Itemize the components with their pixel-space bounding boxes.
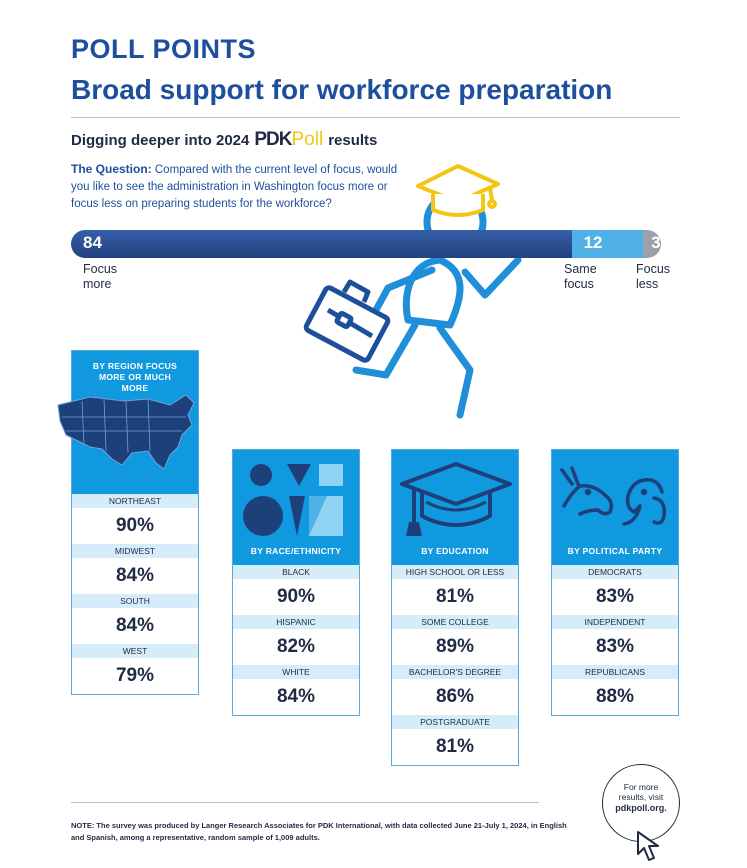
- education-value-0: 81%: [435, 586, 475, 607]
- more-text-line2: results, visit: [618, 792, 664, 802]
- region-label-1: MIDWEST: [72, 544, 198, 558]
- race-value-0: 90%: [276, 586, 316, 607]
- bar-segment-focus-more: [71, 230, 572, 258]
- donkey-elephant-icon: [558, 462, 674, 538]
- question-label: The Question:: [71, 162, 152, 176]
- bar-label-focus-less-line2: less: [636, 277, 659, 291]
- region-value-0: 90%: [115, 515, 155, 536]
- kicker: POLL POINTS: [71, 34, 257, 64]
- party-value-0: 83%: [595, 586, 635, 607]
- panel-region-header: [72, 351, 198, 494]
- bar-segment-focus-less: [643, 230, 661, 258]
- party-label-1: INDEPENDENT: [552, 615, 678, 629]
- panel-party-title: BY POLITICAL PARTY: [567, 546, 663, 556]
- bar-label-same-focus: [564, 262, 597, 292]
- panel-race-header: [233, 450, 359, 565]
- education-label-0: HIGH SCHOOL OR LESS: [392, 565, 518, 579]
- race-label-1: HISPANIC: [233, 615, 359, 629]
- panel-race-title: BY RACE/ETHNICITY: [250, 546, 342, 556]
- party-label-2: REPUBLICANS: [552, 665, 678, 679]
- panel-education-header: [392, 450, 518, 565]
- region-value-3: 79%: [115, 665, 155, 686]
- cursor-hand-icon: [634, 830, 664, 862]
- panel-education-rows: [392, 565, 518, 765]
- education-value-1: 89%: [435, 636, 475, 657]
- shapes-icon: [243, 462, 351, 538]
- panel-education-title: BY EDUCATION: [421, 546, 489, 556]
- bar-label-same-focus-line1: Same: [564, 262, 597, 276]
- education-label-3: POSTGRADUATE: [392, 715, 518, 729]
- panel-party-rows: [552, 565, 678, 715]
- bar-label-focus-more-line1: Focus: [83, 262, 118, 276]
- subhead: [71, 129, 377, 151]
- education-label-2: BACHELOR'S DEGREE: [392, 665, 518, 679]
- panel-party-header: [552, 450, 678, 565]
- page-title: Broad support for workforce preparation: [71, 74, 613, 105]
- bar-segment-same-focus: [572, 230, 644, 258]
- panel-by-education: [391, 449, 519, 766]
- party-value-2: 88%: [595, 686, 635, 707]
- panel-region-title: BY REGION FOCUS MORE OR MUCH MORE: [92, 361, 178, 393]
- race-label-2: WHITE: [233, 665, 359, 679]
- education-value-3: 81%: [435, 736, 475, 757]
- region-value-2: 84%: [115, 615, 155, 636]
- panel-by-party: [551, 449, 679, 716]
- bar-value-same-focus: 12: [583, 233, 603, 252]
- brand-pdk: PDK: [254, 129, 292, 150]
- bar-label-same-focus-line2: focus: [564, 277, 594, 291]
- panel-by-race: [232, 449, 360, 716]
- race-value-1: 82%: [276, 636, 316, 657]
- question-text: Compared with the current level of focus, would you like to see the administration in Washington focus more or focus less on preparing students for the workforce?: [71, 164, 398, 210]
- race-label-0: BLACK: [233, 565, 359, 579]
- more-text-line1: For more: [623, 782, 659, 792]
- us-map-icon: [52, 391, 202, 477]
- bar-value-focus-more: 84: [83, 233, 102, 252]
- focus-stacked-bar: [71, 230, 661, 258]
- divider: [71, 117, 680, 118]
- bar-label-focus-less: [636, 262, 670, 292]
- runner-graduate-icon: [290, 160, 530, 440]
- region-label-3: WEST: [72, 644, 198, 658]
- more-results-link[interactable]: pdkpoll.org.: [615, 803, 667, 813]
- education-value-2: 86%: [435, 686, 475, 707]
- bar-label-focus-less-line1: Focus: [636, 262, 671, 276]
- panel-by-region: [71, 350, 199, 695]
- brand-poll: Poll: [291, 129, 324, 150]
- bar-label-focus-more-line2: more: [83, 277, 112, 291]
- panel-region-rows: [72, 494, 198, 694]
- pdk-poll-logo: [254, 129, 323, 151]
- region-value-1: 84%: [115, 565, 155, 586]
- panel-race-rows: [233, 565, 359, 715]
- bar-value-focus-less: 3: [651, 233, 661, 252]
- party-value-1: 83%: [595, 636, 635, 657]
- graduation-cap-icon: [398, 460, 514, 540]
- race-value-2: 84%: [276, 686, 316, 707]
- region-label-0: NORTHEAST: [72, 494, 198, 508]
- party-label-0: DEMOCRATS: [552, 565, 678, 579]
- subhead-suffix: results: [328, 131, 378, 149]
- education-label-1: SOME COLLEGE: [392, 615, 518, 629]
- subhead-prefix: Digging deeper into 2024: [71, 131, 250, 149]
- survey-note: NOTE: The survey was produced by Langer Research Associates for PDK International, with data collected June 21-July 1, 2024, in English and Spanish, among a representative, random sample of 1,009 adults.: [71, 821, 567, 842]
- note-divider: [71, 802, 539, 803]
- region-label-2: SOUTH: [72, 594, 198, 608]
- bar-label-focus-more: [83, 262, 117, 292]
